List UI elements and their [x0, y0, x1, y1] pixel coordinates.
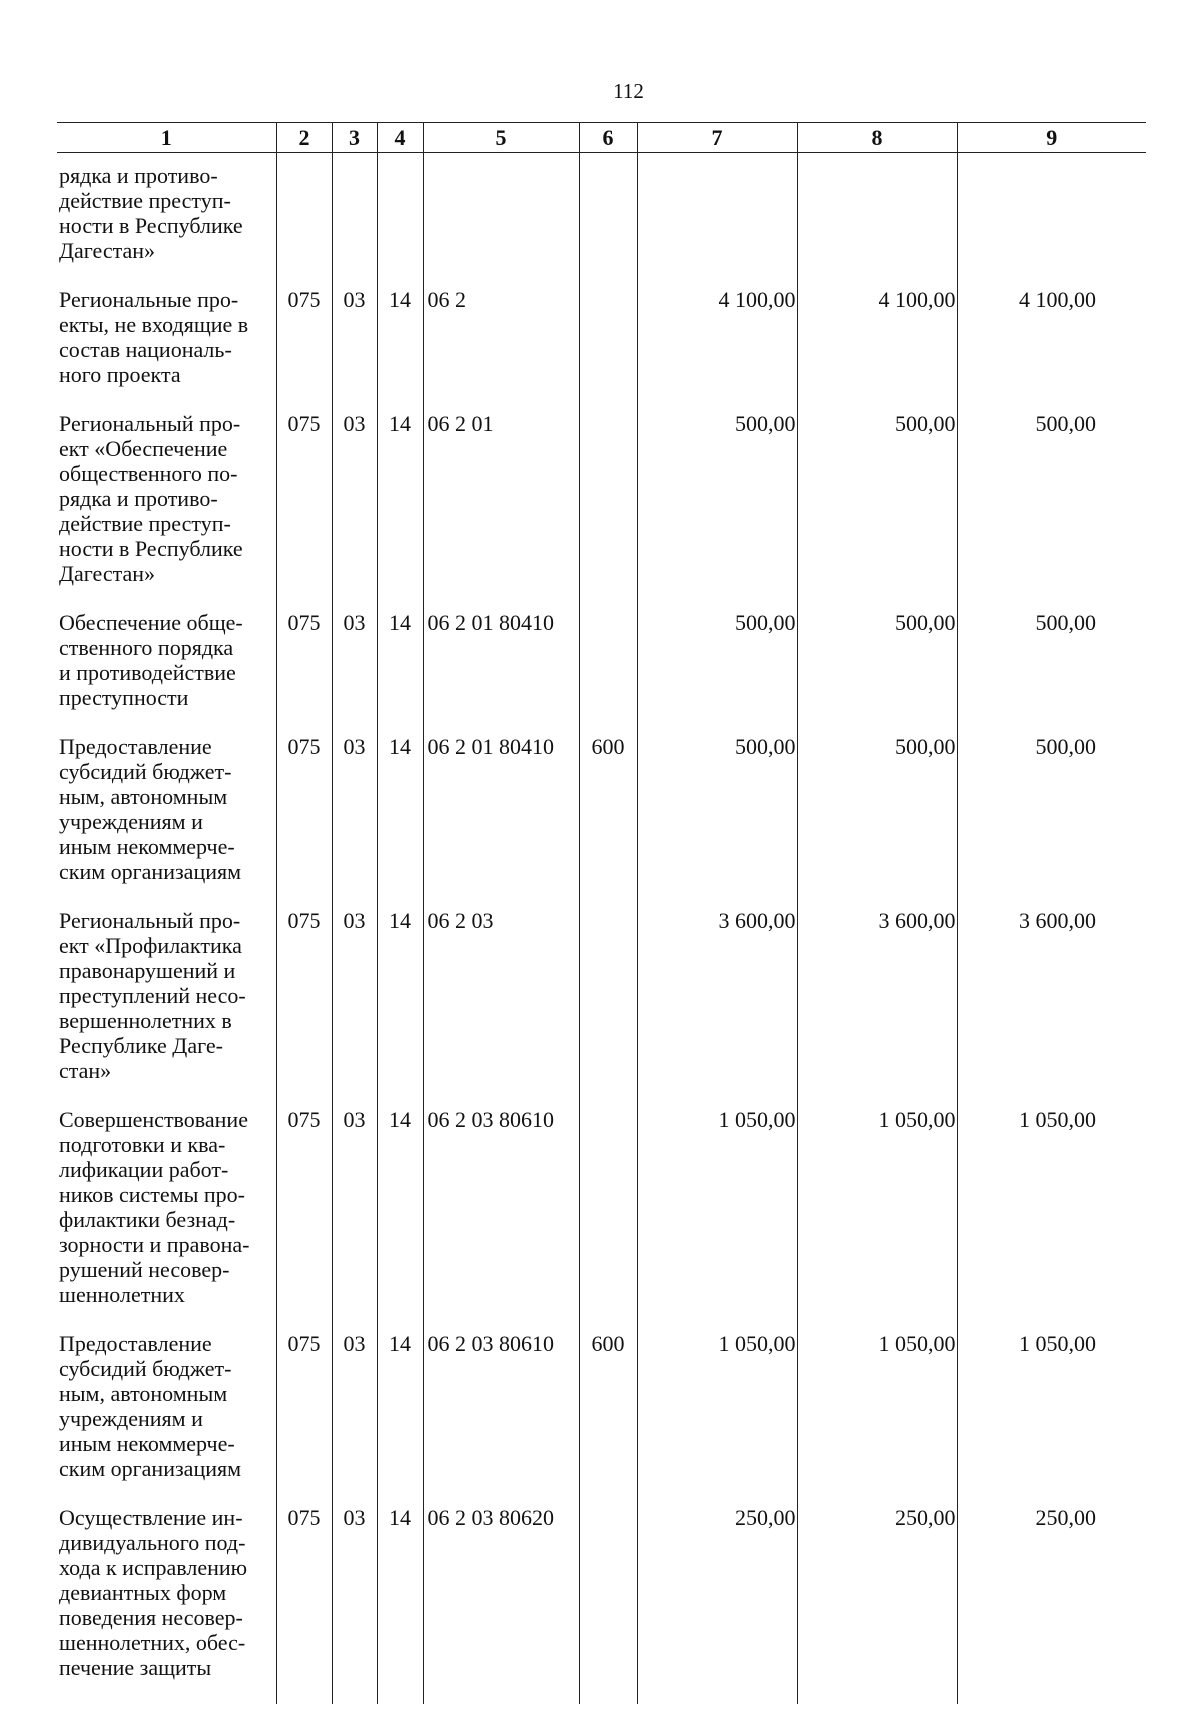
row-section-code: 03 [332, 1505, 377, 1704]
row-section-code: 03 [332, 411, 377, 610]
row-name [57, 908, 276, 1107]
row-amount-col9: 4 100,00 [957, 287, 1146, 411]
row-ministry-code: 075 [276, 1331, 332, 1505]
row-amount-col9: 1 050,00 [957, 1107, 1146, 1331]
row-name-text: рядка и противо- действие преступ- ности в Республике Дагестан» [59, 163, 243, 263]
row-ministry-code: 075 [276, 908, 332, 1107]
table-row [57, 908, 1146, 1107]
row-target-article-code: 06 2 03 80610 [423, 1331, 579, 1505]
budget-table [57, 122, 1146, 1704]
row-name-text: Предоставление субсидий бюджет- ным, автономным учреждениям и иным некоммерче- ским организациям [59, 734, 242, 884]
row-name [57, 1505, 276, 1704]
row-name-text: Совершенствование подготовки и ква- лификации работ- ников системы про- филактики безнад- зорности и правона- рушений несовер- шеннолетних [59, 1107, 250, 1307]
row-name [57, 287, 276, 411]
row-amount-col7: 1 050,00 [637, 1331, 797, 1505]
row-amount-col9: 3 600,00 [957, 908, 1146, 1107]
row-expense-type-code: 600 [579, 734, 637, 908]
row-ministry-code [276, 153, 332, 288]
row-amount-col8: 250,00 [797, 1505, 957, 1704]
row-subsection-code: 14 [377, 610, 423, 734]
row-amount-col9: 500,00 [957, 411, 1146, 610]
row-amount-col8: 1 050,00 [797, 1331, 957, 1505]
row-subsection-code: 14 [377, 734, 423, 908]
row-amount-col8: 4 100,00 [797, 287, 957, 411]
row-name [57, 734, 276, 908]
column-header-8: 8 [797, 123, 957, 153]
row-section-code: 03 [332, 610, 377, 734]
row-section-code: 03 [332, 1107, 377, 1331]
row-expense-type-code [579, 153, 637, 288]
row-name [57, 1331, 276, 1505]
row-section-code: 03 [332, 1331, 377, 1505]
row-amount-col7: 3 600,00 [637, 908, 797, 1107]
row-ministry-code: 075 [276, 411, 332, 610]
row-subsection-code [377, 153, 423, 288]
column-header-3: 3 [332, 123, 377, 153]
row-amount-col9: 1 050,00 [957, 1331, 1146, 1505]
row-amount-col7: 500,00 [637, 610, 797, 734]
row-expense-type-code [579, 1107, 637, 1331]
row-name-text: Региональный про- ект «Обеспечение общественного по- рядка и противо- действие преступ- ности в Республике Дагестан» [59, 411, 243, 586]
page-number: 112 [613, 79, 644, 103]
column-header-5: 5 [423, 123, 579, 153]
column-header-9: 9 [957, 123, 1146, 153]
row-name-text: Обеспечение обще- ственного порядка и противодействие преступности [59, 610, 243, 710]
row-name [57, 610, 276, 734]
table-header-row [57, 123, 1146, 153]
row-name-text: Осуществление ин- дивидуального под- хода к исправлению девиантных форм поведения несовер- шеннолетних, обес- печение защиты [59, 1505, 248, 1680]
row-section-code [332, 153, 377, 288]
table-row [57, 1505, 1146, 1704]
row-amount-col8: 3 600,00 [797, 908, 957, 1107]
row-subsection-code: 14 [377, 287, 423, 411]
row-amount-col9: 250,00 [957, 1505, 1146, 1704]
row-expense-type-code [579, 411, 637, 610]
column-header-4: 4 [377, 123, 423, 153]
row-name [57, 1107, 276, 1331]
row-expense-type-code [579, 287, 637, 411]
table-row [57, 610, 1146, 734]
row-amount-col9: 500,00 [957, 734, 1146, 908]
row-section-code: 03 [332, 287, 377, 411]
row-amount-col7 [637, 153, 797, 288]
row-amount-col7: 1 050,00 [637, 1107, 797, 1331]
table-row [57, 1107, 1146, 1331]
row-amount-col8: 500,00 [797, 411, 957, 610]
row-target-article-code: 06 2 01 80410 [423, 734, 579, 908]
table-row [57, 153, 1146, 288]
row-name-text: Предоставление субсидий бюджет- ным, автономным учреждениям и иным некоммерче- ским организациям [59, 1331, 242, 1481]
column-header-6: 6 [579, 123, 637, 153]
row-section-code: 03 [332, 734, 377, 908]
row-amount-col7: 500,00 [637, 734, 797, 908]
row-section-code: 03 [332, 908, 377, 1107]
row-target-article-code [423, 153, 579, 288]
row-ministry-code: 075 [276, 287, 332, 411]
row-ministry-code: 075 [276, 1107, 332, 1331]
row-amount-col8: 500,00 [797, 610, 957, 734]
row-name-text: Региональный про- ект «Профилактика правонарушений и преступлений несо- вершеннолетних в Республике Даге- стан» [59, 908, 246, 1083]
row-ministry-code: 075 [276, 1505, 332, 1704]
row-ministry-code: 075 [276, 734, 332, 908]
row-ministry-code: 075 [276, 610, 332, 734]
row-target-article-code: 06 2 03 [423, 908, 579, 1107]
row-name [57, 153, 276, 288]
row-amount-col7: 250,00 [637, 1505, 797, 1704]
row-subsection-code: 14 [377, 1331, 423, 1505]
column-header-7: 7 [637, 123, 797, 153]
row-subsection-code: 14 [377, 411, 423, 610]
row-target-article-code: 06 2 03 80620 [423, 1505, 579, 1704]
table-row [57, 287, 1146, 411]
row-expense-type-code: 600 [579, 1331, 637, 1505]
row-target-article-code: 06 2 01 [423, 411, 579, 610]
row-subsection-code: 14 [377, 1505, 423, 1704]
row-amount-col7: 500,00 [637, 411, 797, 610]
table-row [57, 411, 1146, 610]
row-amount-col7: 4 100,00 [637, 287, 797, 411]
table-row [57, 1331, 1146, 1505]
row-target-article-code: 06 2 01 80410 [423, 610, 579, 734]
row-subsection-code: 14 [377, 908, 423, 1107]
row-amount-col9 [957, 153, 1146, 288]
row-amount-col8: 1 050,00 [797, 1107, 957, 1331]
row-expense-type-code [579, 1505, 637, 1704]
column-header-2: 2 [276, 123, 332, 153]
row-target-article-code: 06 2 03 80610 [423, 1107, 579, 1331]
row-name [57, 411, 276, 610]
row-amount-col8: 500,00 [797, 734, 957, 908]
column-header-1: 1 [57, 123, 276, 153]
row-subsection-code: 14 [377, 1107, 423, 1331]
row-expense-type-code [579, 610, 637, 734]
row-expense-type-code [579, 908, 637, 1107]
row-amount-col9: 500,00 [957, 610, 1146, 734]
row-target-article-code: 06 2 [423, 287, 579, 411]
row-amount-col8 [797, 153, 957, 288]
row-name-text: Региональные про- екты, не входящие в состав националь- ного проекта [59, 287, 249, 387]
table-row [57, 734, 1146, 908]
